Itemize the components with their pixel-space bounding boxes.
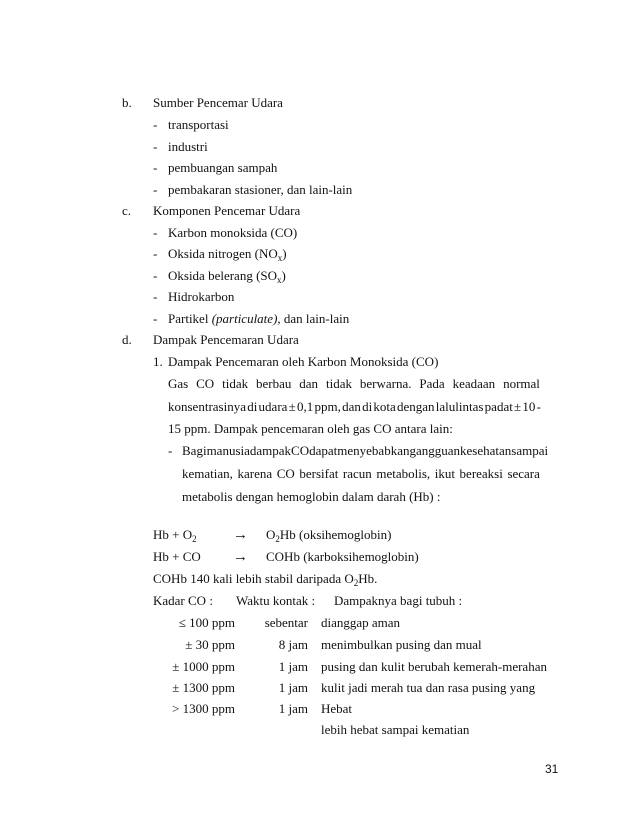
word: 0,1 — [297, 399, 314, 414]
section-heading: Dampak Pencemaran Udara — [153, 332, 299, 347]
paragraph-line — [168, 399, 541, 415]
list-item: Partikel (particulate), dan lain-lain — [168, 311, 350, 326]
stability-note: COHb 140 kali lebih stabil daripada $O_2Hb$. — [153, 571, 378, 588]
word: racun — [342, 466, 372, 481]
word: secara — [507, 466, 540, 481]
word: CO — [196, 376, 215, 391]
table-cell-kadar: ± 30 ppm — [185, 637, 235, 652]
word: ppm, — [314, 399, 341, 414]
bullet-line — [182, 466, 540, 482]
arrow-icon: → — [233, 527, 248, 543]
word: berbau — [256, 376, 292, 391]
bullet-line: metabolis dengan hemoglobin dalam darah (Hb) : — [182, 489, 441, 504]
table-cell-continuation: lebih hebat sampai kematian — [321, 722, 470, 737]
word: dan — [342, 399, 361, 414]
word: konsentrasinya — [168, 399, 246, 414]
dash: - — [153, 289, 158, 304]
word: bersifat — [299, 466, 339, 481]
section-heading: Sumber Pencemar Udara — [153, 95, 283, 110]
word: metabolis, — [376, 466, 431, 481]
word: di — [247, 399, 258, 414]
list-item: pembuangan sampah — [168, 160, 278, 175]
word: kesehatan — [460, 443, 512, 458]
list-item: Karbon monoksida (CO) — [168, 225, 298, 240]
list-item: transportasi — [168, 117, 229, 132]
word: karena — [237, 466, 273, 481]
dash: - — [153, 117, 158, 132]
word: dengan — [397, 399, 435, 414]
table-cell-waktu: 8 jam — [278, 637, 308, 652]
dash: - — [153, 246, 158, 261]
word: bereaksi — [459, 466, 503, 481]
word: udara — [258, 399, 288, 414]
word: kota — [373, 399, 396, 414]
paragraph-line — [168, 376, 540, 392]
bullet-line — [182, 443, 549, 459]
list-item: pembakaran stasioner, dan lain-lain — [168, 182, 353, 197]
table-cell-waktu: 1 jam — [278, 659, 308, 674]
word: Gas — [168, 376, 189, 391]
word: ± — [514, 399, 522, 414]
word: berwarna. — [359, 376, 412, 391]
list-item: Oksida belerang $(SO_x)$ — [168, 268, 286, 285]
subsection-heading: Dampak Pencemaran oleh Karbon Monoksida (CO) — [168, 354, 439, 369]
sub-list-marker: 1. — [153, 354, 163, 369]
reaction-rhs: COHb (karboksihemoglobin) — [266, 549, 419, 564]
table-cell-dampak: menimbulkan pusing dan mual — [321, 637, 482, 652]
reaction-rhs: $O_2Hb$ (oksihemoglobin) — [266, 527, 392, 544]
word: sampai — [511, 443, 549, 458]
word: normal — [503, 376, 540, 391]
table-header-dampak: Dampaknya bagi tubuh : — [334, 593, 463, 608]
table-cell-waktu: 1 jam — [278, 680, 308, 695]
word: gangguan — [409, 443, 461, 458]
table-cell-dampak: dianggap aman — [321, 615, 401, 630]
table-cell-kadar: ± 1300 ppm — [172, 680, 235, 695]
reaction-lhs: Hb + CO — [153, 549, 201, 564]
table-cell-waktu: 1 jam — [278, 701, 308, 716]
word: dapat — [309, 443, 338, 458]
table-cell-dampak: kulit jadi merah tua dan rasa pusing yang — [321, 680, 536, 695]
word: manusia — [206, 443, 250, 458]
list-marker: c. — [122, 203, 132, 218]
dash: - — [153, 268, 158, 283]
list-marker: b. — [122, 95, 132, 110]
table-header-waktu: Waktu kontak : — [236, 593, 316, 608]
table-cell-dampak: Hebat — [321, 701, 353, 716]
table-cell-dampak: pusing dan kulit berubah kemerah-merahan — [321, 659, 547, 674]
table-cell-kadar: > 1300 ppm — [172, 701, 235, 716]
word: 10 — [522, 399, 536, 414]
list-item: Oksida nitrogen $(NO_x)$ — [168, 246, 287, 263]
word: di — [362, 399, 373, 414]
word: - — [536, 399, 541, 414]
word: lalulintas — [435, 399, 484, 414]
list-item: industri — [168, 139, 208, 154]
word: padat — [484, 399, 513, 414]
word: CO — [276, 466, 295, 481]
table-cell-waktu: sebentar — [264, 615, 308, 630]
paragraph-line: 15 ppm. Dampak pencemaran oleh gas CO antara lain: — [168, 421, 453, 436]
word: Pada — [419, 376, 445, 391]
word: dampak — [249, 443, 292, 458]
word: dan — [299, 376, 319, 391]
dash: - — [153, 139, 158, 154]
reaction-lhs: $Hb + O_2$ — [153, 527, 197, 544]
dash: - — [153, 182, 158, 197]
arrow-icon: → — [233, 549, 248, 565]
word: tidak — [222, 376, 249, 391]
table-cell-kadar: ± 1000 ppm — [172, 659, 235, 674]
word: menyebabkan — [337, 443, 410, 458]
dash: - — [153, 311, 158, 326]
word: ± — [288, 399, 296, 414]
word: CO — [291, 443, 310, 458]
list-item: Hidrokarbon — [168, 289, 235, 304]
word: ikut — [434, 466, 455, 481]
dash: - — [153, 225, 158, 240]
word: kematian, — [182, 466, 233, 481]
section-heading: Komponen Pencemar Udara — [153, 203, 301, 218]
page-number: 31 — [545, 762, 559, 776]
table-cell-kadar: ≤ 100 ppm — [178, 615, 235, 630]
word: keadaan — [452, 376, 496, 391]
word: Bagi — [182, 443, 207, 458]
table-header-kadar: Kadar CO : — [153, 593, 213, 608]
dash: - — [168, 443, 173, 458]
word: tidak — [325, 376, 352, 391]
list-marker: d. — [122, 332, 132, 347]
dash: - — [153, 160, 158, 175]
